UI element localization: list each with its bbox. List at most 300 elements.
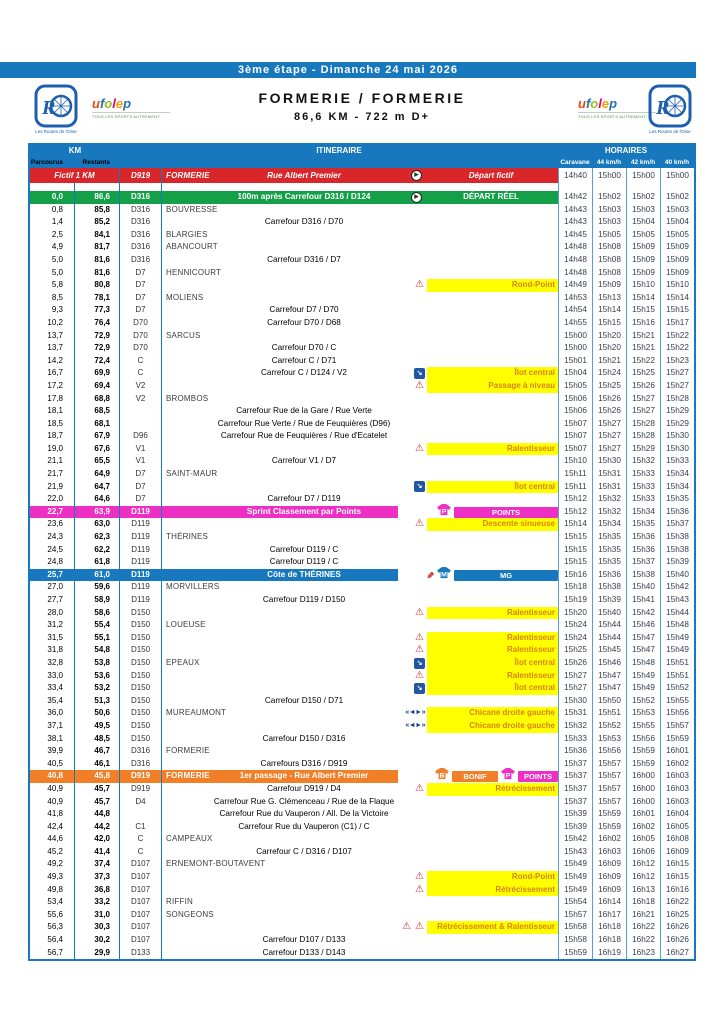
time-cell: 15h30 [558,695,592,708]
time-cell: 15h32 [592,506,626,519]
itinerary-note: Carrefour D316 / D7 [267,254,341,264]
hazard-cell [398,896,558,909]
time-cell: 15h10 [626,279,660,292]
km-restants-cell: 51,3 [75,695,120,708]
table-row [30,833,694,846]
time-cell: 15h57 [660,720,694,733]
time-cell: 16h18 [592,934,626,947]
time-cell: 15h52 [592,720,626,733]
time-cell: 16h03 [660,783,694,796]
table-row [30,468,694,481]
km-parcourus-cell: 5,8 [30,279,75,292]
hazard-cell [398,183,558,191]
time-cell: 15h09 [592,279,626,292]
locality-label: FORMERIE [166,171,210,180]
road-cell: D119 [120,518,162,531]
km-parcourus-cell: 21,9 [30,481,75,494]
km-parcourus-cell: 56,4 [30,934,75,947]
km-restants-cell: 72,4 [75,355,120,368]
time-cell: 15h16 [558,569,592,582]
time-cell: 15h56 [592,745,626,758]
km-restants-cell: 69,9 [75,367,120,380]
hazard-label: Îlot central [427,481,558,494]
time-cell: 14h40 [558,168,592,183]
km-restants-cell: 80,8 [75,279,120,292]
locality-label: SONGEONS [166,909,214,919]
time-cell: 16h03 [660,770,694,783]
times-group [558,481,694,494]
time-cell: 15h29 [660,405,694,418]
time-cell: 15h35 [592,531,626,544]
time-cell: 15h01 [558,355,592,368]
times-group [558,921,694,934]
time-column-header: 42 km/h [630,159,656,166]
km-parcourus-cell: 22,7 [30,506,75,519]
time-cell: 15h59 [592,808,626,821]
time-cell: 15h11 [558,481,592,494]
road-cell: D119 [120,594,162,607]
km-restants-cell: 42,0 [75,833,120,846]
km-restants-cell: 62,3 [75,531,120,544]
hazard-cell [398,833,558,846]
time-cell: 15h34 [626,506,660,519]
road-cell: D119 [120,569,162,582]
time-cell: 15h20 [558,607,592,620]
row-main [30,934,558,947]
km-parcourus-cell: 13,7 [30,330,75,343]
itinerary-cell [162,204,398,217]
row-main [30,544,558,557]
km-restants-cell: 61,8 [75,556,120,569]
km-restants-cell: 54,8 [75,644,120,657]
locality-label: FORMERIE [166,746,210,756]
time-cell: 15h31 [592,481,626,494]
itinerary-cell [162,670,398,683]
km-restants-cell: 36,8 [75,884,120,897]
itinerary-table [28,143,696,961]
times-group [558,733,694,746]
itinerary-cell [162,858,398,871]
roundabout-warning-icon: ⚠ [415,279,424,291]
road-cell: D919 [120,168,162,183]
km-restants-cell: 45,8 [75,770,120,783]
itinerary-cell [162,695,398,708]
itinerary-cell [162,292,398,305]
ilot-central-icon: ↘ [414,368,425,379]
row-main [30,581,558,594]
locality-label: SAINT-MAUR [166,469,218,479]
times-group [558,607,694,620]
road-cell [120,405,162,418]
time-cell: 16h00 [626,770,660,783]
time-cell: 15h27 [626,393,660,406]
locality-label: SARCUS [166,330,201,340]
km-parcourus-cell: 18,7 [30,430,75,443]
time-cell: 15h37 [660,518,694,531]
ufolep-wordmark [92,96,170,111]
time-cell: 15h37 [558,758,592,771]
itinerary-cell [162,254,398,267]
itinerary-cell [162,468,398,481]
times-group [558,455,694,468]
km-restants-cell: 37,4 [75,858,120,871]
time-cell: 15h56 [626,733,660,746]
warning-triangle-icon: ⚠ [415,644,424,656]
km-restants-cell: 45,7 [75,796,120,809]
table-row [30,808,694,821]
table-row [30,921,694,934]
row-main [30,858,558,871]
km-restants-cell: 45,7 [75,783,120,796]
km-restants-cell: 48,5 [75,733,120,746]
hazard-label: Chicane droite gauche [427,720,558,733]
time-cell: 15h38 [660,531,694,544]
bonif-badge: BONIF [452,771,498,782]
itinerary-note: Carrefour D7 / D70 [269,305,339,315]
time-cell: 15h44 [592,632,626,645]
time-cell: 16h09 [660,846,694,859]
km-parcourus-cell: 31,5 [30,632,75,645]
km-parcourus-cell: 38,1 [30,733,75,746]
km-restants-cell: 68,5 [75,405,120,418]
time-cell: 16h09 [592,858,626,871]
km-restants-cell: 63,9 [75,506,120,519]
time-cell: 15h17 [660,317,694,330]
km-restants-cell: 85,2 [75,216,120,229]
road-cell: D150 [120,619,162,632]
times-group [558,758,694,771]
itinerary-cell [162,733,398,746]
time-cell: 15h52 [626,695,660,708]
road-cell: D107 [120,896,162,909]
itinerary-cell [162,871,398,884]
row-main [30,657,558,670]
time-cell: 16h02 [592,833,626,846]
itinerary-cell [162,506,398,519]
times-group [558,594,694,607]
times-group [558,569,694,582]
row-main [30,594,558,607]
times-group [558,493,694,506]
time-cell: 15h30 [592,455,626,468]
hazard-cell [398,531,558,544]
road-cell: D316 [120,229,162,242]
time-cell: 15h42 [626,607,660,620]
road-cell: D316 [120,745,162,758]
table-row [30,168,694,183]
table-row [30,896,694,909]
km-restants-cell: 53,6 [75,670,120,683]
table-row [30,418,694,431]
time-cell: 16h17 [592,909,626,922]
hazard-cell [398,619,558,632]
km-parcourus-cell: 32,8 [30,657,75,670]
row-main [30,947,558,960]
time-cell: 15h29 [660,418,694,431]
row-main [30,367,558,380]
row-main [30,733,558,746]
rd-logo-caption: Les Routes de l'Oise [649,129,691,134]
times-group [558,468,694,481]
time-cell: 15h59 [558,947,592,960]
itinerary-cell [162,304,398,317]
time-cell: 15h36 [558,745,592,758]
row-main [30,783,558,796]
time-cell: 15h24 [558,619,592,632]
parcourus-header: Parcourus [30,157,75,168]
km-parcourus-cell: 40,8 [30,770,75,783]
time-cell: 15h43 [660,594,694,607]
locality-label: BROMBOS [166,393,209,403]
restants-header: Restants [75,157,120,168]
table-row [30,279,694,292]
table-row [30,254,694,267]
itinerary-cell [162,183,398,191]
table-row [30,871,694,884]
km-parcourus-cell: 27,0 [30,581,75,594]
itinerary-cell [162,191,398,204]
km-parcourus-cell: 49,3 [30,871,75,884]
svg-text:R: R [656,97,670,119]
km-restants-cell: 72,9 [75,330,120,343]
row-main [30,770,558,783]
time-column-header: Caravane [560,159,590,166]
hazard-label: Îlot central [427,367,558,380]
time-cell: 16h21 [626,909,660,922]
hazard-cell [398,607,558,620]
times-group [558,241,694,254]
time-cell: 15h30 [660,430,694,443]
time-cell: 15h28 [626,418,660,431]
time-cell: 15h15 [660,304,694,317]
table-row [30,858,694,871]
time-cell: 16h26 [660,934,694,947]
time-cell: 16h01 [660,745,694,758]
table-row [30,783,694,796]
time-cell: 14h43 [558,216,592,229]
row-main [30,569,558,582]
locality-label: EPEAUX [166,657,200,667]
sub-header-spacer [120,157,558,168]
times-group [558,304,694,317]
itinerary-cell [162,380,398,393]
table-group-header [30,145,694,157]
km-parcourus-cell: 21,1 [30,455,75,468]
km-parcourus-cell: 39,9 [30,745,75,758]
road-cell: D150 [120,733,162,746]
row-main [30,183,558,191]
road-cell: D70 [120,330,162,343]
itinerary-cell [162,921,398,934]
row-main [30,168,558,183]
hazard-label: Descente sinueuse [427,518,558,531]
hazard-label: Ralentisseur [427,632,558,645]
itinerary-note: Carrefour D70 / C [271,343,337,353]
road-cell: D7 [120,468,162,481]
time-cell: 15h00 [626,168,660,183]
row-main [30,380,558,393]
time-cell: 15h20 [592,342,626,355]
hazard-cell [398,858,558,871]
times-group [558,330,694,343]
time-cell: 15h00 [558,342,592,355]
time-cell: 15h15 [558,544,592,557]
km-parcourus-cell: 42,4 [30,821,75,834]
table-row [30,518,694,531]
time-cell: 15h45 [592,644,626,657]
table-row [30,216,694,229]
time-cell: 16h12 [626,871,660,884]
km-restants-cell: 67,9 [75,430,120,443]
time-cell: 16h18 [626,896,660,909]
km-parcourus-cell: 53,4 [30,896,75,909]
time-cell: 15h32 [592,493,626,506]
road-cell: C [120,355,162,368]
itinerary-note: Carrefour D316 / D70 [264,217,344,227]
time-cell: 15h09 [626,267,660,280]
itinerary-note: 100m après Carrefour D316 / D124 [237,192,371,201]
time-cell: 15h53 [626,707,660,720]
time-cell: 15h15 [558,531,592,544]
time-cell: 15h35 [592,544,626,557]
time-cell: 15h38 [592,581,626,594]
time-cell: 15h51 [660,657,694,670]
rd-logo-icon [34,84,78,128]
road-cell: D7 [120,279,162,292]
km-restants-cell: 67,6 [75,443,120,456]
itinerary-cell [162,367,398,380]
row-main [30,670,558,683]
time-cell: 15h22 [660,342,694,355]
time-cell: 15h37 [626,556,660,569]
road-cell: C [120,367,162,380]
row-main [30,468,558,481]
time-cell: 16h15 [660,871,694,884]
time-cell: 15h38 [626,569,660,582]
ufolep-letter: o [104,96,113,111]
itinerary-cell [162,682,398,695]
time-cell: 16h16 [660,884,694,897]
itinerary-note: Carrefour D70 / D68 [267,317,341,327]
itinerary-cell [162,216,398,229]
road-cell: D96 [120,430,162,443]
row-main [30,204,558,217]
km-restants-cell: 55,1 [75,632,120,645]
ufolep-letter: u [92,96,100,111]
time-cell: 15h57 [592,796,626,809]
time-cell: 16h12 [626,858,660,871]
svg-text:R: R [42,97,56,119]
time-cell: 15h47 [592,670,626,683]
km-parcourus-cell: 21,7 [30,468,75,481]
itinerary-cell [162,808,398,821]
time-cell: 15h36 [660,506,694,519]
road-cell [120,808,162,821]
road-cell: D107 [120,858,162,871]
road-cell: D316 [120,241,162,254]
stage-title-bar: 3ème étape - Dimanche 24 mai 2026 [0,62,696,78]
times-group [558,947,694,960]
row-main [30,518,558,531]
row-main [30,418,558,431]
time-headers [558,157,694,168]
itinerary-cell [162,909,398,922]
road-cell [120,418,162,431]
road-cell: D919 [120,770,162,783]
itinerary-note: Carrefour Rue de la Gare / Rue Verte [236,406,372,416]
warning-triangle-icon: ⚠ [415,921,424,933]
hazard-cell [398,921,558,934]
itinerary-cell [162,884,398,897]
km-restants-cell: 86,6 [75,191,120,204]
points-badge: POINTS [518,771,558,782]
row-main [30,355,558,368]
times-group [558,531,694,544]
time-cell: 14h48 [558,267,592,280]
locality-label: ERNEMONT-BOUTAVENT [166,859,266,869]
itinerary-cell [162,168,398,183]
time-cell: 15h23 [660,355,694,368]
itinerary-cell [162,896,398,909]
time-cell: 16h06 [626,846,660,859]
time-cell: 15h59 [592,821,626,834]
time-cell: 15h33 [626,481,660,494]
time-cell: 15h27 [558,670,592,683]
pencil-icon: ✎ [425,571,436,579]
itinerary-note: Carrefour Rue du Vauperon (C1) / C [238,821,370,831]
table-row [30,745,694,758]
itinerary-cell [162,418,398,431]
road-cell: D316 [120,216,162,229]
road-cell: D316 [120,254,162,267]
time-cell: 15h40 [592,607,626,620]
km-parcourus-cell: 5,0 [30,267,75,280]
time-cell: 15h49 [660,632,694,645]
table-row [30,241,694,254]
time-cell: 15h06 [558,393,592,406]
time-cell: 15h37 [558,770,592,783]
km-restants-cell: 59,6 [75,581,120,594]
itinerary-note: Carrefour D150 / D71 [264,695,344,705]
time-cell: 15h28 [660,393,694,406]
ilot-central-icon: ↘ [414,658,425,669]
time-cell: 15h37 [558,796,592,809]
row-main [30,279,558,292]
itinerary-note: Rue Albert Premier [267,171,341,180]
road-cell: D316 [120,204,162,217]
km-parcourus-cell: 31,2 [30,619,75,632]
time-cell: 15h43 [558,846,592,859]
road-cell: C [120,846,162,859]
table-row [30,304,694,317]
times-group [558,619,694,632]
row-main [30,796,558,809]
time-cell: 16h09 [592,884,626,897]
road-cell: C [120,833,162,846]
itinerary-cell [162,632,398,645]
row-main [30,720,558,733]
row-main [30,884,558,897]
narrowing-warning-icon: ⚠ [402,921,412,933]
row-main [30,846,558,859]
time-cell: 16h13 [626,884,660,897]
road-cell: D107 [120,884,162,897]
time-cell: 15h27 [626,405,660,418]
table-row [30,796,694,809]
itinerary-cell [162,607,398,620]
times-group [558,821,694,834]
times-group [558,229,694,242]
